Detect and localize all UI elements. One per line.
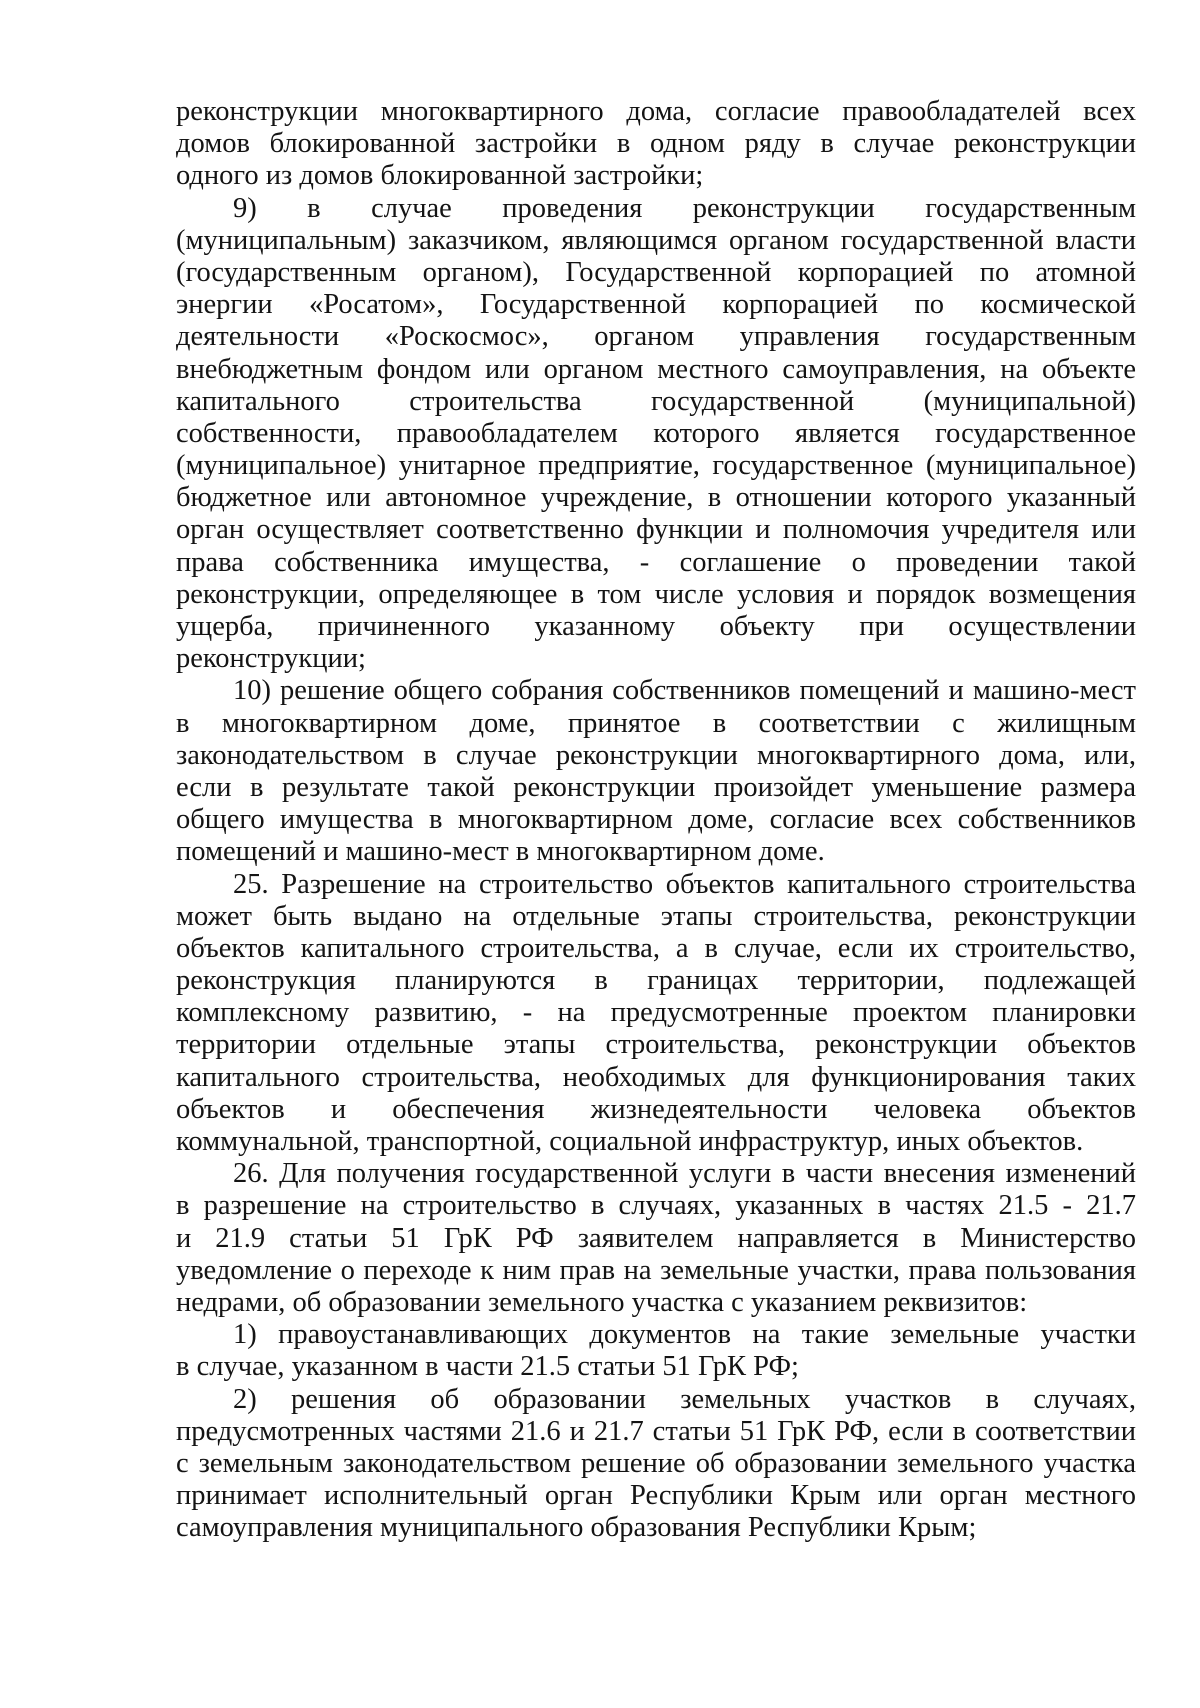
text-line: капитального строительства государственной (муниципальной) (176, 385, 1136, 417)
text-line: в многоквартирном доме, принятое в соответствии с жилищным (176, 707, 1136, 739)
text-line: 9) в случае проведения реконструкции государственным (233, 192, 1136, 224)
text-line: реконструкции, определяющее в том числе условия и порядок возмещения (176, 578, 1136, 610)
text-line: территории отдельные этапы строительства, реконструкции объектов (176, 1029, 1136, 1061)
text-line: реконструкции; (176, 643, 366, 675)
text-line: 26. Для получения государственной услуги в части внесения изменений (233, 1158, 1136, 1190)
text-line: энергии «Росатом», Государственной корпорацией по космической (176, 289, 1136, 321)
text-line: коммунальной, транспортной, социальной инфраструктур, иных объектов. (176, 1126, 1084, 1157)
text-line: недрами, об образовании земельного участка с указанием реквизитов: (176, 1286, 1028, 1318)
text-line: деятельности «Роскосмос», органом управления государственным (176, 321, 1136, 353)
text-line: реконструкции многоквартирного дома, согласие правообладателей всех (176, 96, 1136, 127)
text-line: 2) решения об образовании земельных участков в случаях, (233, 1383, 1136, 1415)
text-line: комплексному развитию, - на предусмотренные проектом планировки (176, 997, 1136, 1029)
text-line: общего имущества в многоквартирном доме, согласие всех собственников (176, 804, 1136, 836)
text-line: орган осуществляет соответственно функции и полномочия учредителя или (176, 514, 1136, 546)
text-line: может быть выдано на отдельные этапы строительства, реконструкции (176, 900, 1136, 932)
text-line: предусмотренных частями 21.6 и 21.7 статьи 51 ГрК РФ, если в соответствии (176, 1415, 1136, 1447)
text-line: права собственника имущества, - соглашение о проведении такой (176, 546, 1136, 578)
text-line: в разрешение на строительство в случаях, указанных в частях 21.5 - 21.7 (176, 1190, 1136, 1222)
text-line: если в результате такой реконструкции произойдет уменьшение размера (176, 771, 1136, 803)
document-body (176, 96, 1136, 1544)
text-line: капитального строительства, необходимых для функционирования таких (176, 1061, 1136, 1093)
text-line: и 21.9 статьи 51 ГрК РФ заявителем направляется в Министерство (176, 1222, 1136, 1254)
text-line: помещений и машино-мест в многоквартирном доме. (176, 836, 825, 868)
text-line: 10) решение общего собрания собственников помещений и машино-мест (233, 675, 1136, 707)
text-line: (муниципальное) унитарное предприятие, государственное (муниципальное) (176, 450, 1136, 482)
text-line: (государственным органом), Государственной корпорацией по атомной (176, 256, 1136, 288)
text-line: 1) правоустанавливающих документов на такие земельные участки (233, 1319, 1136, 1351)
text-line: объектов капитального строительства, а в случае, если их строительство, (176, 932, 1136, 964)
text-line: реконструкция планируются в границах территории, подлежащей (176, 965, 1136, 997)
text-line: самоуправления муниципального образования Республики Крым; (176, 1512, 977, 1544)
text-line: бюджетное или автономное учреждение, в отношении которого указанный (176, 482, 1136, 514)
text-line: (муниципальным) заказчиком, являющимся органом государственной власти (176, 224, 1136, 256)
text-line: уведомление о переходе к ним прав на земельные участки, права пользования (176, 1254, 1136, 1286)
text-line: внебюджетным фондом или органом местного самоуправления, на объекте (176, 353, 1136, 385)
text-line: законодательством в случае реконструкции многоквартирного дома, или, (176, 739, 1136, 771)
text-line: в случае, указанном в части 21.5 статьи 51 ГрК РФ; (176, 1351, 799, 1383)
text-line: принимает исполнительный орган Республики Крым или орган местного (176, 1480, 1136, 1512)
text-line: ущерба, причиненного указанному объекту при осуществлении (176, 611, 1136, 642)
text-line: объектов и обеспечения жизнедеятельности человека объектов (176, 1093, 1136, 1125)
text-line: собственности, правообладателем которого является государственное (176, 417, 1136, 449)
text-line: одного из домов блокированной застройки; (176, 160, 704, 192)
text-line: с земельным законодательством решение об образовании земельного участка (176, 1447, 1136, 1479)
text-line: 25. Разрешение на строительство объектов капитального строительства (233, 868, 1136, 900)
text-line: домов блокированной застройки в одном ряду в случае реконструкции (176, 128, 1136, 160)
